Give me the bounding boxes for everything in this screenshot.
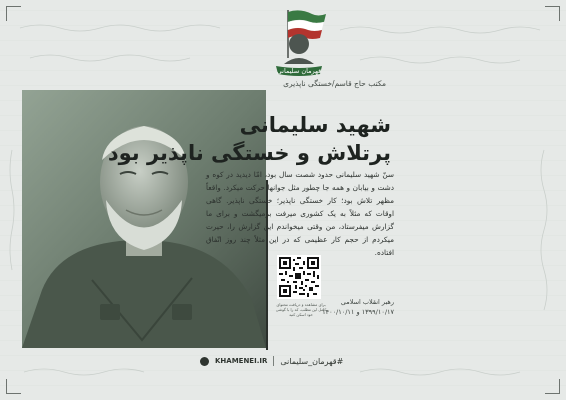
- khamenei-logo-icon: [200, 357, 209, 366]
- logo-text: قهرمان سلیمانی: [276, 67, 322, 75]
- quote-source: رهبر انقلاب اسلامی: [340, 298, 394, 306]
- qr-caption: برای مشاهده و دریافت محتوای کامل این مطلب، کد را با گوشی خود اسکن کنید: [275, 302, 327, 317]
- site-handle[interactable]: KHAMENEI.IR: [215, 357, 268, 365]
- office-label: مکتب حاج قاسم/خستگی ناپذیری: [283, 79, 386, 88]
- hero-soleimani-logo: [266, 6, 332, 78]
- quote-body: سنّ شهید سلیمانی حدود شصت سال بود، امّا دیدید در کوه و دشت و بیابان و همه جا چطور مثل جوانها حرکت میکرد. واقعاً مظهر تلاش بود؛ کار خستگی ناپذیر؛ خستگی ناپذیر. گاهی اوقات که مثلاً به یک کشوری میرفت برمیگشت و برای ما گزارش میفرستاد، من وقتی میخواندم این گزارش را، حیرت میکردم از حجم کار عظیمی که در این مثلاً چند روز اتّفاق افتاده.: [206, 170, 394, 257]
- corner-mark: [6, 6, 21, 21]
- hashtag[interactable]: #قهرمان_سلیمانی: [280, 356, 344, 366]
- corner-mark: [545, 379, 560, 394]
- qr-code[interactable]: [277, 255, 321, 299]
- corner-mark: [545, 6, 560, 21]
- quote-date: ۱۳۹۹/۱۰/۱۷ و ۱۴۰۰/۱۰/۱۱: [322, 308, 394, 316]
- title-line-2: پرتلاش و خستگی ناپذیر بود: [107, 141, 391, 165]
- footer-separator: [273, 356, 274, 366]
- title-line-1: شهید سلیمانی: [239, 113, 391, 137]
- corner-mark: [6, 379, 21, 394]
- footer: [200, 356, 343, 366]
